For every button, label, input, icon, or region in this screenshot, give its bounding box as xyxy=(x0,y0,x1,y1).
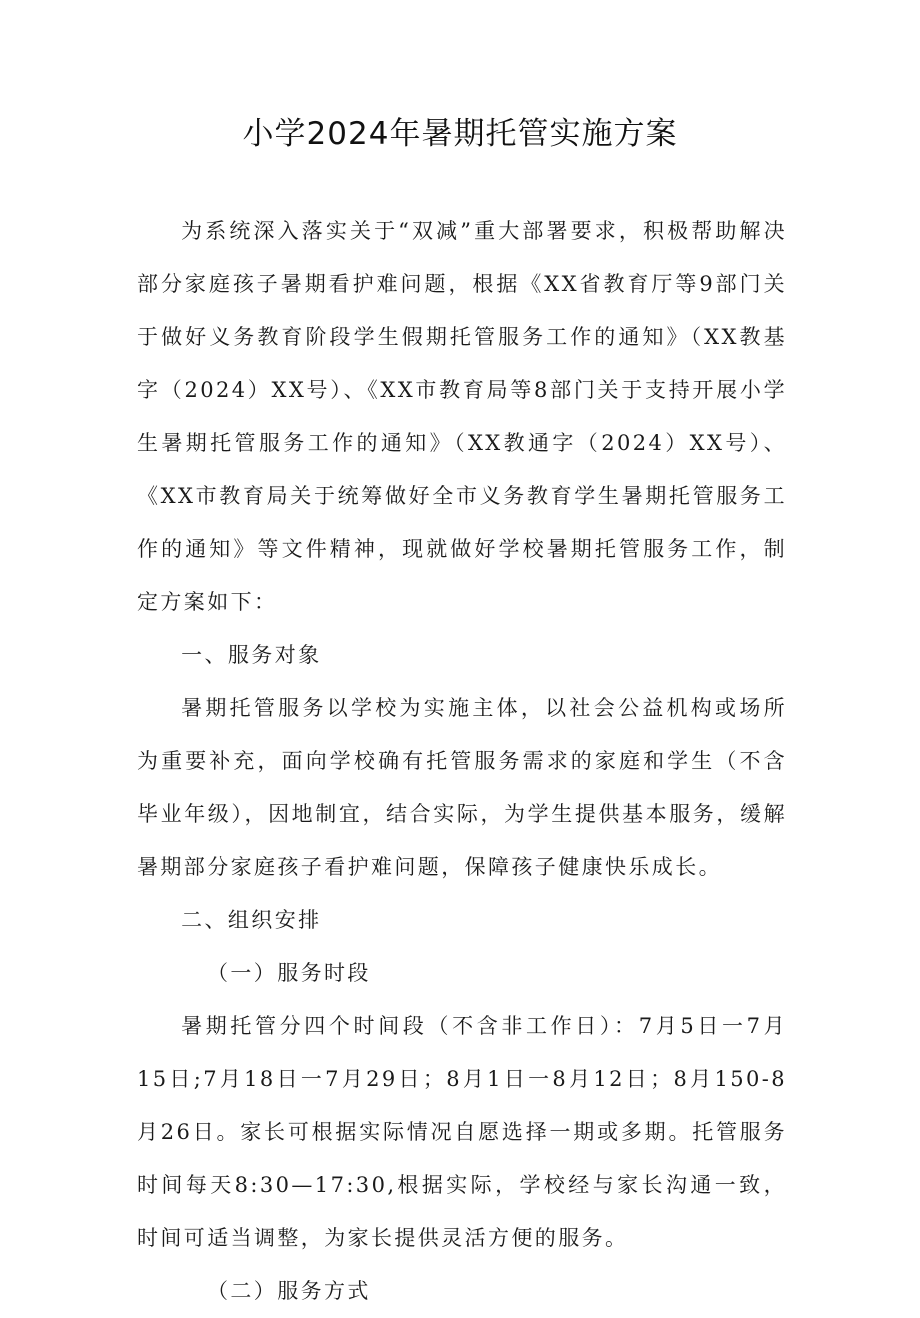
section-heading-organization: 二、组织安排 xyxy=(181,908,322,932)
service-target-paragraph: 暑期托管服务以学校为实施主体，以社会公益机构或场所为重要补充，面向学校确有托管服务需求的家庭和学生（不含毕业年级），因地制宜，结合实际，为学生提供基本服务，缓解暑期部分家庭孩子看护难问题，保障孩子健康快乐成长。 xyxy=(137,696,787,879)
document-title: 小学2024年暑期托管实施方案 xyxy=(242,116,678,152)
section-heading-service-target: 一、服务对象 xyxy=(181,643,322,667)
service-period-paragraph: 暑期托管分四个时间段（不含非工作日）：7月5日一7月15日;7月18日一7月29日；8月1日一8月12日；8月150-8月26日。家长可根据实际情况自愿选择一期或多期。托管服务时间每天8:30—17:30,根据实际，学校经与家长沟通一致，时间可适当调整，为家长提供灵活方便的服务。 xyxy=(137,1014,787,1250)
intro-paragraph: 为系统深入落实关于“双减”重大部署要求，积极帮助解决部分家庭孩子暑期看护难问题，根据《XX省教育厅等9部门关于做好义务教育阶段学生假期托管服务工作的通知》（XX教基字（2024）XX号）、《XX市教育局等8部门关于支持开展小学生暑期托管服务工作的通知》（XX教通字（2024）XX号）、《XX市教育局关于统筹做好全市义务教育学生暑期托管服务工作的通知》等文件精神，现就做好学校暑期托管服务工作，制定方案如下： xyxy=(137,219,787,614)
subheading-service-method: （二）服务方式 xyxy=(207,1279,371,1303)
document-body xyxy=(137,205,787,1318)
subheading-service-period: （一）服务时段 xyxy=(207,961,371,985)
